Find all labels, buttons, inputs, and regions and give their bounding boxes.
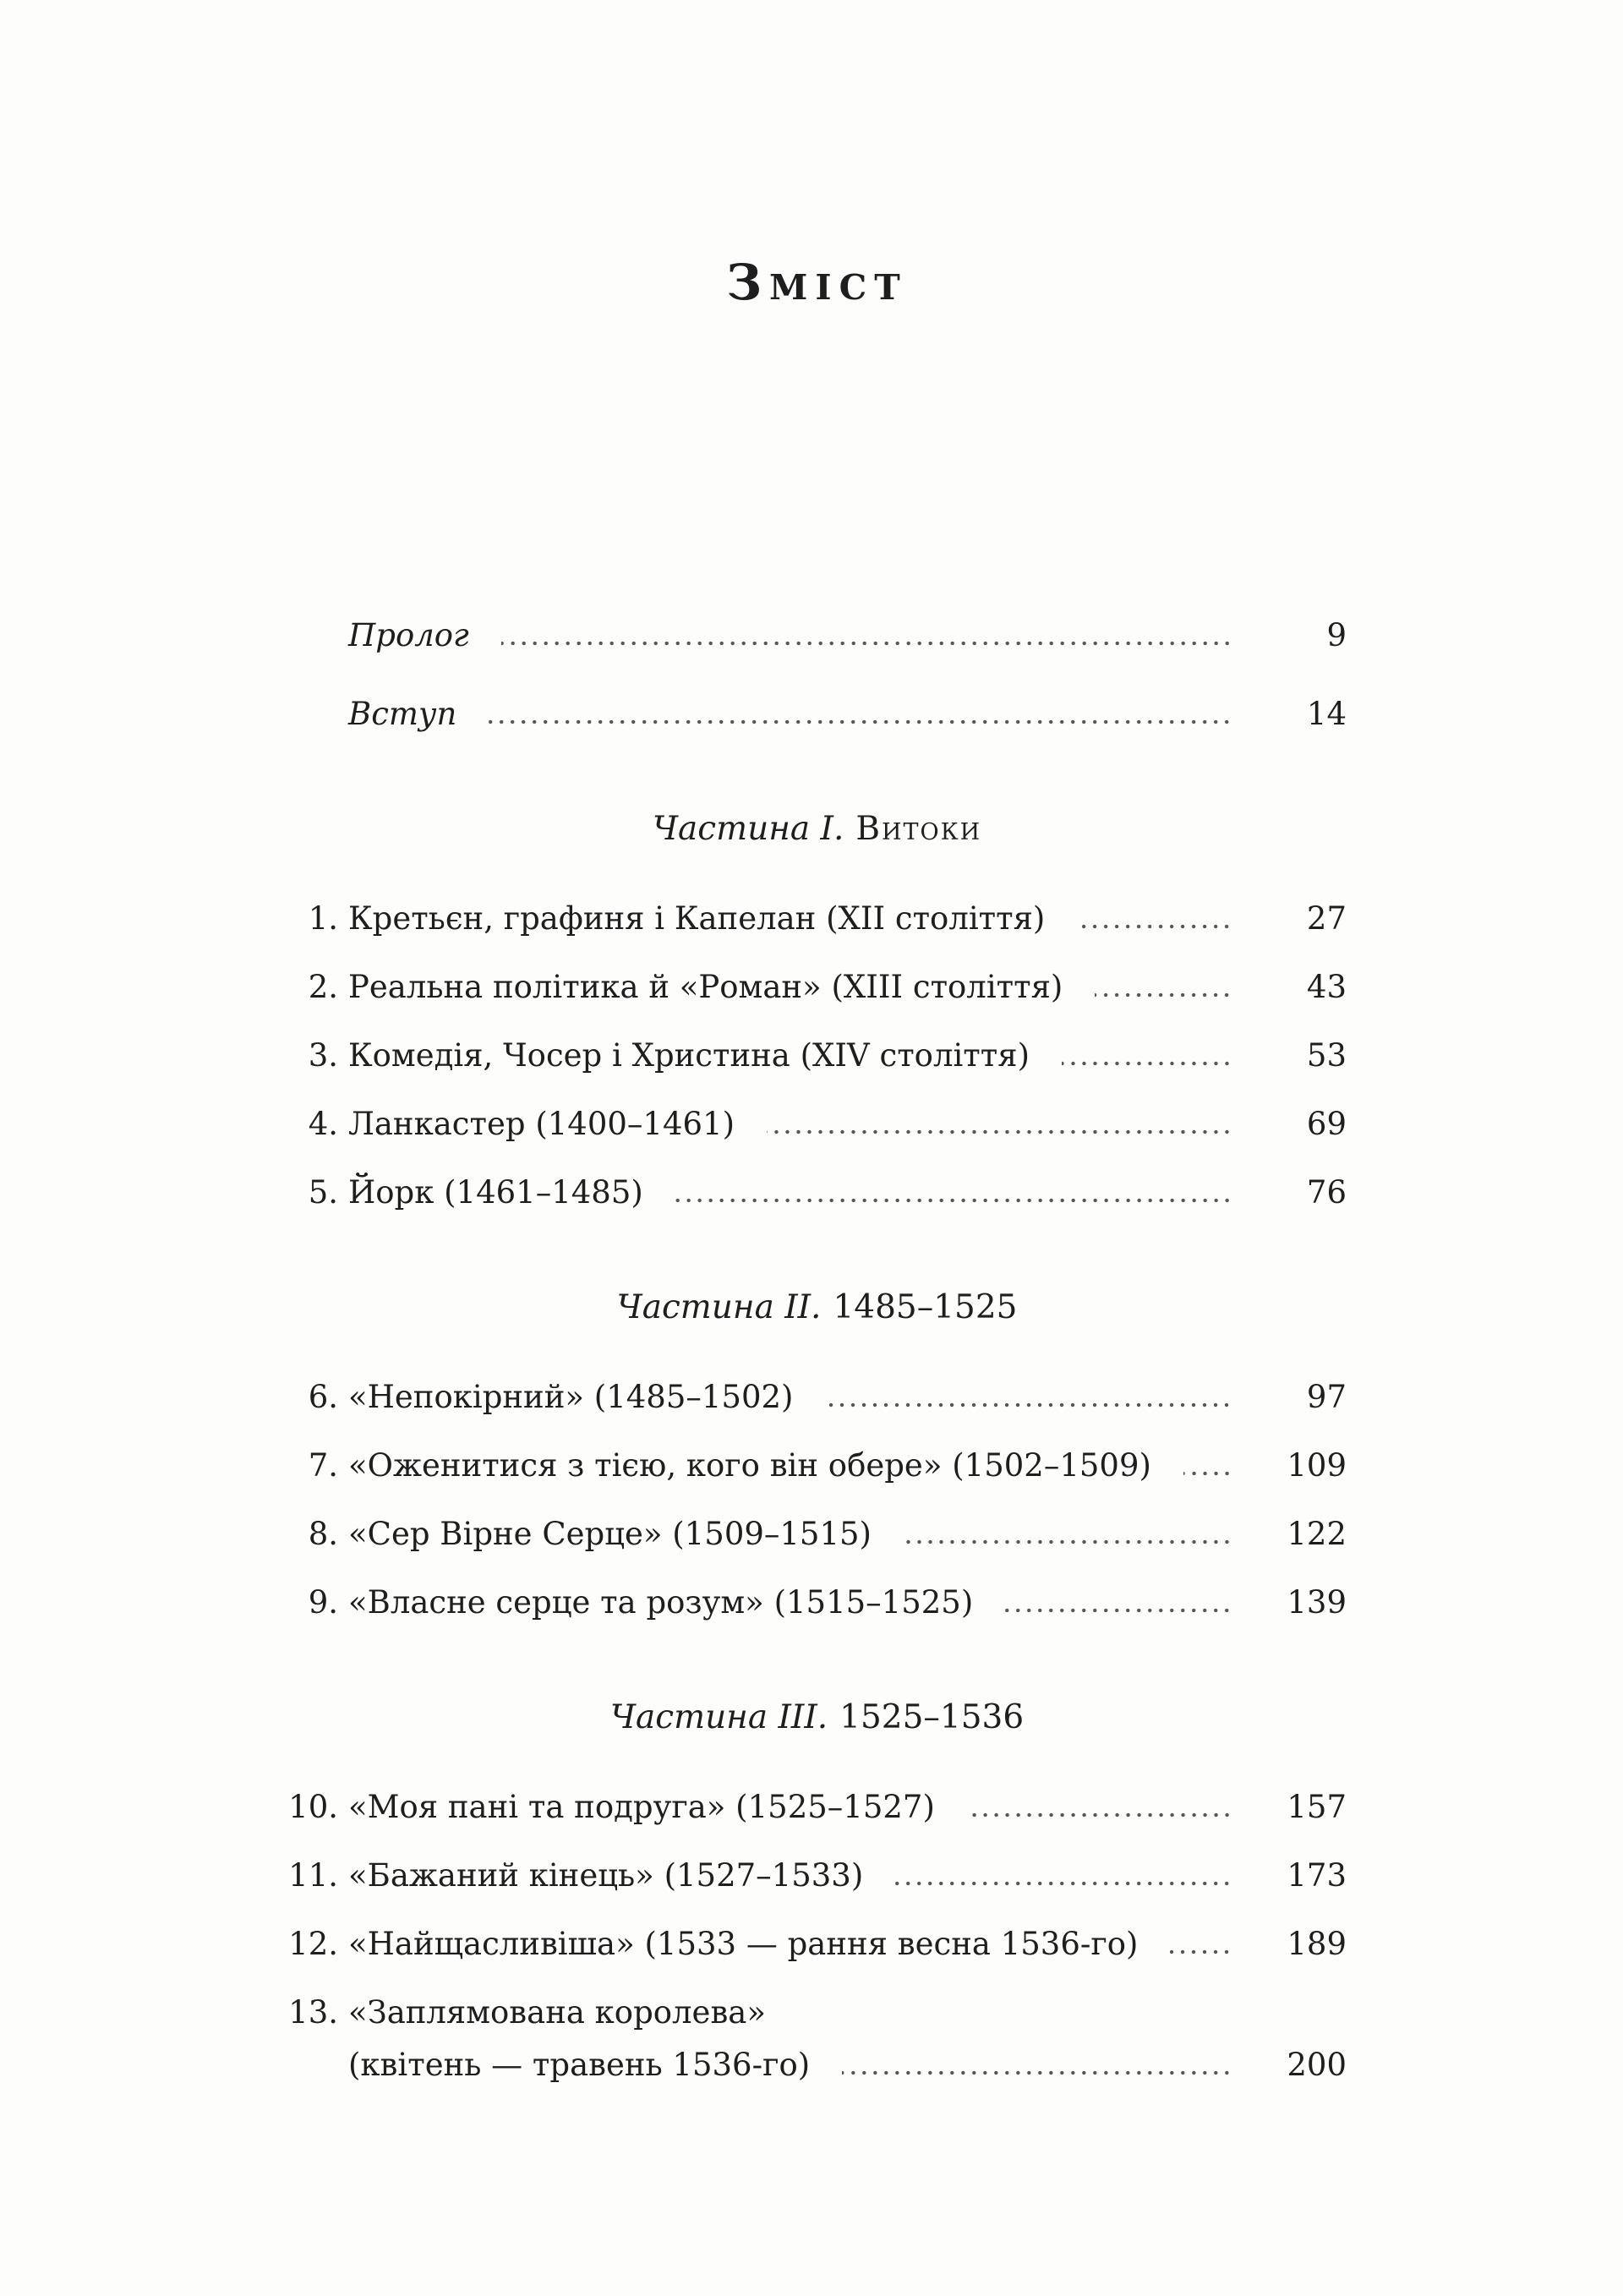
toc-row (287, 1516, 1347, 1553)
page-number: 189 (1287, 1926, 1347, 1962)
item-number: 2. (308, 969, 338, 1005)
section-heading (287, 1697, 1347, 1738)
dot-leader (1183, 1471, 1232, 1476)
item-title: Комедія, Чосер і Христина (XIV століття) (348, 1037, 1030, 1074)
dot-leader (904, 1539, 1232, 1544)
item-title: «Заплямована королева» (348, 1994, 766, 2031)
section-heading (287, 809, 1347, 850)
dot-leader (967, 1812, 1232, 1818)
item-number: 7. (308, 1447, 338, 1484)
page-number: 173 (1287, 1857, 1347, 1894)
page-number: 76 (1306, 1174, 1347, 1211)
item-number: 6. (308, 1379, 338, 1415)
dot-leader (675, 1198, 1232, 1203)
item-title: Пролог (348, 617, 469, 653)
item-title: «Власне серце та розум» (1515–1525) (348, 1584, 974, 1621)
toc-section (287, 809, 1347, 1211)
toc-row (287, 1994, 1347, 2031)
page-number: 43 (1306, 969, 1347, 1005)
dot-leader (1170, 1949, 1232, 1954)
page-number: 200 (1287, 2047, 1347, 2083)
toc-row (287, 696, 1347, 733)
page-number: 69 (1306, 1106, 1347, 1142)
toc-row (287, 1926, 1347, 1963)
page-number: 109 (1287, 1447, 1347, 1484)
item-number: 9. (308, 1584, 338, 1621)
item-title: Вступ (348, 696, 457, 732)
toc-section (287, 1287, 1347, 1621)
front-matter (287, 617, 1347, 733)
item-title: «Моя пані та подруга» (1525–1527) (348, 1789, 935, 1825)
dot-leader (1077, 924, 1232, 929)
page-number: 122 (1287, 1516, 1347, 1552)
toc-row (287, 969, 1347, 1006)
item-number: 10. (288, 1789, 338, 1825)
item-number: 13. (288, 1994, 338, 2031)
dot-leader (767, 1129, 1232, 1134)
item-number: 3. (308, 1037, 338, 1074)
section-heading-label: Частина I. (652, 810, 844, 848)
dot-leader (895, 1881, 1232, 1886)
toc-row (287, 1174, 1347, 1211)
page-number: 53 (1306, 1037, 1347, 1074)
page-number: 97 (1306, 1379, 1347, 1415)
item-title: (квітень — травень 1536-го) (348, 2047, 811, 2083)
section-heading (287, 1287, 1347, 1328)
toc-row (287, 900, 1347, 938)
page-number: 14 (1306, 696, 1347, 732)
toc-row (287, 1789, 1347, 1826)
dot-leader (825, 1402, 1232, 1408)
item-title: «Сер Вірне Серце» (1509–1515) (348, 1516, 872, 1552)
toc-row (287, 1037, 1347, 1074)
toc-row (287, 617, 1347, 654)
dot-leader (842, 2070, 1232, 2075)
item-title: Йорк (1461–1485) (348, 1174, 643, 1211)
section-heading-label: Частина III. (609, 1698, 828, 1736)
toc-row (287, 1379, 1347, 1416)
item-title: Ланкастер (1400–1461) (348, 1106, 735, 1142)
dot-leader (501, 641, 1232, 646)
item-number: 8. (308, 1516, 338, 1552)
item-title: Кретьєн, графиня і Капелан (XII століття) (348, 900, 1046, 937)
item-title: «Бажаний кінець» (1527–1533) (348, 1857, 864, 1894)
section-heading-rest: 1485–1525 (833, 1288, 1018, 1326)
section-heading-rest: Витоки (855, 810, 982, 848)
toc-row (287, 1584, 1347, 1621)
toc-row (287, 1106, 1347, 1143)
item-title: «Найщасливіша» (1533 — рання весна 1536-го) (348, 1926, 1139, 1962)
page-number: 27 (1306, 900, 1347, 937)
page-number: 9 (1326, 617, 1347, 653)
page-title: Зміст (726, 254, 908, 311)
item-title: «Оженитися з тією, кого він обере» (1502–1509) (348, 1447, 1151, 1484)
toc-row (287, 2047, 1347, 2084)
sections (287, 809, 1347, 2084)
page-number: 157 (1287, 1789, 1347, 1825)
page-number: 139 (1287, 1584, 1347, 1621)
item-title: Реальна політика й «Роман» (XIII століття) (348, 969, 1063, 1005)
dot-leader (489, 719, 1232, 724)
item-number: 12. (288, 1926, 338, 1962)
section-heading-label: Частина II. (616, 1288, 822, 1326)
dot-leader (1005, 1608, 1232, 1613)
item-number: 11. (288, 1857, 338, 1894)
section-heading-rest: 1525–1536 (839, 1698, 1025, 1736)
item-number: 1. (308, 900, 338, 937)
item-number: 5. (308, 1174, 338, 1211)
toc-content (287, 0, 1347, 2115)
item-title: «Непокірний» (1485–1502) (348, 1379, 794, 1415)
dot-leader (1062, 1061, 1232, 1066)
item-number: 4. (308, 1106, 338, 1142)
dot-leader (1095, 992, 1232, 998)
toc-row (287, 1447, 1347, 1484)
toc-section (287, 1697, 1347, 2084)
toc-row (287, 1857, 1347, 1894)
